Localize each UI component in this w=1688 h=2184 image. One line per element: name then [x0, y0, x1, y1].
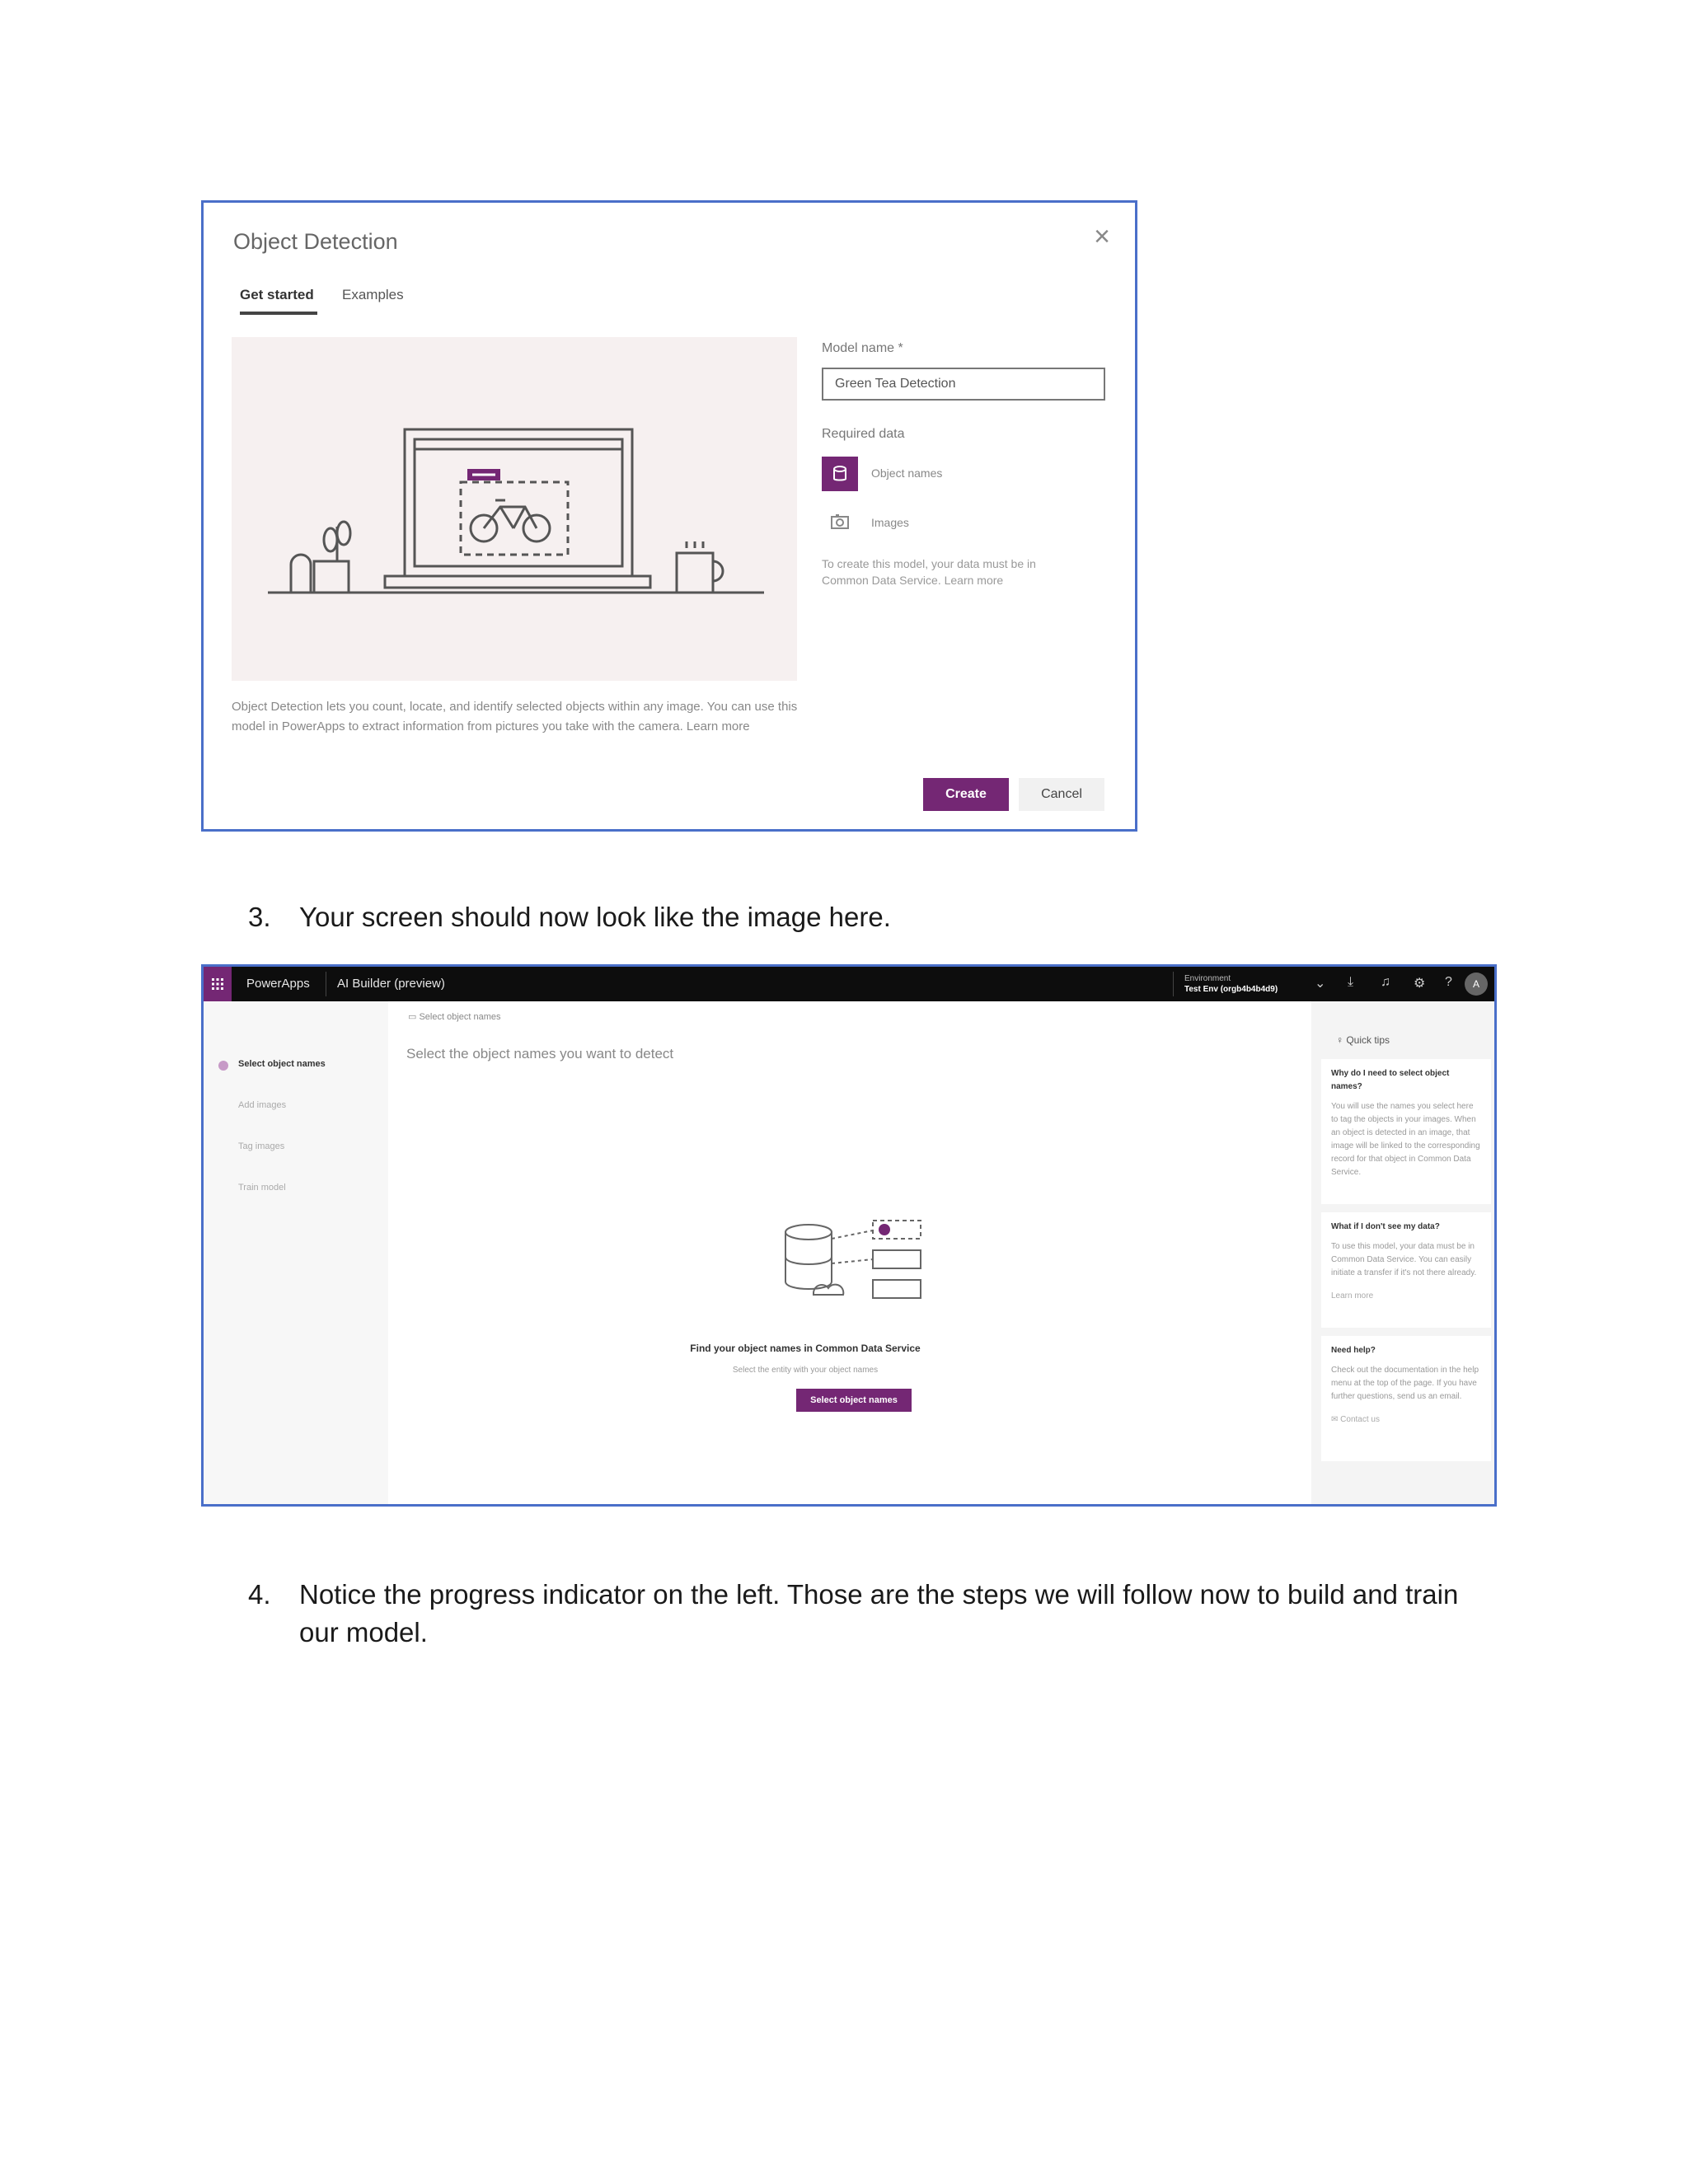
tip-card [1321, 1336, 1491, 1461]
close-icon[interactable]: × [1094, 221, 1110, 252]
notifications-icon[interactable]: ♫ [1381, 975, 1390, 989]
learn-more-link[interactable]: Learn more [1331, 1291, 1374, 1301]
step-number: 4. [248, 1579, 271, 1610]
mail-icon: ✉ [1331, 1415, 1341, 1424]
step-number: 3. [248, 902, 271, 932]
dialog-title: Object Detection [233, 229, 398, 254]
required-data-hint: To create this model, your data must be in Common Data Service. Learn more [822, 557, 1036, 587]
environment-picker[interactable] [1184, 973, 1300, 995]
cancel-button[interactable]: Cancel [1019, 778, 1104, 811]
tab-get-started[interactable]: Get started [240, 287, 314, 302]
chevron-down-icon[interactable]: ⌄ [1315, 977, 1326, 991]
lightbulb-icon: ♀ [1336, 1034, 1347, 1046]
required-data-label: Required data [822, 427, 905, 441]
top-bar [204, 967, 1494, 1001]
database-icon [822, 457, 858, 491]
app-launcher-icon[interactable] [204, 967, 232, 1001]
image-icon [822, 504, 858, 539]
page-heading: Select the object names you want to detect [406, 1046, 674, 1062]
help-icon[interactable]: ? [1445, 975, 1452, 989]
divider [1173, 972, 1174, 996]
quick-tips-label: Quick tips [1346, 1034, 1390, 1046]
step-text: Your screen should now look like the image here. [299, 902, 891, 932]
sub-breadcrumb-label: Select object names [419, 1012, 501, 1022]
entity-illustration [781, 1214, 929, 1321]
required-item-object-names: Object names [871, 466, 943, 480]
tip-card [1321, 1059, 1491, 1204]
quick-tips-panel [1311, 1001, 1497, 1507]
active-tab-indicator [240, 312, 317, 315]
nav-step-train-model[interactable]: Train model [238, 1183, 286, 1193]
contact-us-label: Contact us [1340, 1415, 1380, 1424]
object-detection-dialog-screenshot [201, 200, 1137, 832]
current-step-dot [218, 1061, 228, 1071]
quick-tips-title [1336, 1034, 1390, 1046]
gear-icon[interactable]: ⚙ [1414, 977, 1426, 991]
model-name-input[interactable] [822, 368, 1105, 401]
tip-heading: Why do I need to select object names? [1331, 1069, 1450, 1091]
tab-examples[interactable]: Examples [342, 287, 404, 302]
breadcrumb[interactable]: AI Builder (preview) [337, 977, 445, 991]
required-item-images: Images [871, 516, 909, 529]
nav-step-tag-images[interactable]: Tag images [238, 1141, 285, 1151]
tip-card [1321, 1212, 1491, 1328]
progress-sidebar [204, 1001, 388, 1507]
environment-label: Environment [1184, 974, 1231, 983]
contact-us-link[interactable] [1331, 1413, 1481, 1427]
app-name[interactable]: PowerApps [246, 977, 310, 991]
find-object-names-title: Find your object names in Common Data Service [690, 1343, 921, 1354]
step-text: Notice the progress indicator on the left. Those are the steps we will follow now to build and train our model. [299, 1579, 1459, 1647]
sub-breadcrumb [408, 1011, 501, 1022]
find-object-names-subtitle: Select the entity with your object names [732, 1366, 879, 1375]
illustration-art [232, 337, 797, 681]
create-button[interactable]: Create [923, 778, 1009, 811]
nav-step-select-object-names[interactable]: Select object names [238, 1059, 326, 1069]
tip-heading: What if I don't see my data? [1331, 1222, 1440, 1231]
tip-body: Check out the documentation in the help menu at the top of the page. If you have further questions, send us an email. [1331, 1366, 1479, 1401]
select-object-names-button[interactable]: Select object names [796, 1389, 912, 1412]
environment-value: Test Env (orgb4b4b4d9) [1184, 985, 1278, 994]
tip-body: You will use the names you select here to tag the objects in your images. When an object is detected in an image, that image will be linked to the corresponding record for that object in Common Data Service. [1331, 1102, 1480, 1177]
avatar[interactable]: A [1465, 972, 1488, 996]
model-name-label: Model name * [822, 341, 903, 355]
laptop-bicycle-illustration [232, 337, 797, 681]
table-icon: ▭ [408, 1012, 420, 1022]
download-icon[interactable]: ⤓ [1348, 975, 1354, 989]
dialog-description: Object Detection lets you count, locate, and identify selected objects within any image. You can use this model in PowerApps to extract information from pictures you take with the camera. Learn more [232, 700, 798, 733]
tip-body: To use this model, your data must be in Common Data Service. You can easily initiate a transfer if it's not there already. [1331, 1242, 1477, 1277]
tip-heading: Need help? [1331, 1346, 1376, 1355]
ai-builder-screenshot [201, 964, 1497, 1507]
nav-step-add-images[interactable]: Add images [238, 1100, 287, 1110]
